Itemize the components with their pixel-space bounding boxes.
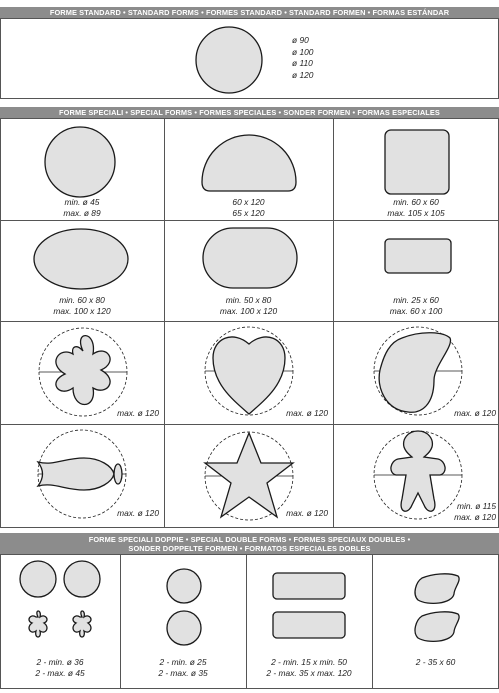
two-circles-caption: [120, 657, 246, 679]
square-min: min. 60 x 60: [393, 197, 439, 207]
special-grid-divider: [0, 321, 499, 322]
half-round-shape: [200, 132, 298, 192]
circles-flowers-caption: [0, 657, 120, 679]
rectangle-max: max. 60 x 100: [389, 306, 443, 316]
flower-max: max. ø 120: [117, 408, 159, 418]
square-caption: [333, 197, 499, 219]
two-rects-max: 2 - max. 35 x max. 120: [266, 668, 352, 678]
two-blobs-caption: [372, 657, 499, 668]
two-rects-min: 2 - min. 15 x min. 50: [271, 657, 347, 667]
two-circles-max: 2 - max. ø 35: [158, 668, 208, 678]
double-forms-header-line2: SONDER DOPPELTE FORMEN • FORMATOS ESPECIALES DOBLES: [128, 543, 371, 553]
oval-shape: [32, 228, 130, 290]
fish-shape: [34, 430, 130, 520]
standard-forms-header-text: FORME STANDARD • STANDARD FORMS • FORMES STANDARD • STANDARD FORMEN • FORMAS ESTÁNDAR: [49, 8, 450, 17]
square-max: max. 105 x 105: [387, 208, 445, 218]
racetrack-max: max. 100 x 120: [219, 306, 278, 316]
gingerbread-min: min. ø 115: [457, 501, 496, 511]
gingerbread-max: max. ø 120: [454, 512, 496, 522]
special-grid-divider: [164, 118, 165, 528]
special-forms-header-text: FORME SPECIALI • SPECIAL FORMS • FORMES SPECIALES • SONDER FORMEN • FORMAS ESPECIALES: [59, 108, 440, 117]
flower-shape: [35, 328, 131, 418]
star-caption: [164, 508, 328, 519]
oval-caption: [0, 295, 164, 317]
half-round-size-2: 65 x 120: [232, 208, 265, 218]
two-circles-min: 2 - min. ø 25: [159, 657, 207, 667]
circles-flowers-max: 2 - max. ø 45: [35, 668, 85, 678]
circles-flowers-shape: [18, 559, 104, 649]
oval-min: min. 60 x 80: [59, 295, 105, 305]
racetrack-shape: [202, 227, 298, 289]
pear-max: max. ø 120: [454, 408, 496, 418]
circles-flowers-min: 2 - min. ø 36: [36, 657, 84, 667]
rectangle-caption: [333, 295, 499, 317]
racetrack-min: min. 50 x 80: [225, 295, 272, 305]
standard-size-120: ø 120: [292, 69, 314, 80]
standard-size-90: ø 90: [292, 35, 309, 45]
standard-forms-header: [0, 7, 499, 18]
round-min: min. ø 45: [64, 197, 100, 207]
two-blobs-size: 2 - 35 x 60: [415, 657, 456, 667]
fish-caption: [0, 508, 159, 519]
square-shape: [384, 129, 450, 195]
flower-caption: [0, 408, 159, 419]
special-forms-header: [0, 107, 499, 118]
heart-caption: [164, 408, 328, 419]
gingerbread-caption: [333, 501, 496, 523]
special-grid-divider: [333, 118, 334, 528]
standard-size-100: ø 100: [292, 46, 314, 57]
pear-caption: [333, 408, 496, 419]
rectangle-min: min. 25 x 60: [393, 295, 439, 305]
round-caption: [0, 197, 164, 219]
heart-shape: [203, 326, 295, 418]
standard-size-list: [292, 35, 313, 81]
rectangle-shape: [384, 238, 452, 274]
star-max: max. ø 120: [286, 508, 328, 518]
double-forms-header-line1: FORME SPECIALI DOPPIE • SPECIAL DOUBLE FORMS • FORMES SPECIAUX DOUBLES •: [88, 534, 411, 544]
half-round-caption: [164, 197, 333, 219]
round-max: max. ø 89: [63, 208, 101, 218]
two-circles-shape: [164, 568, 204, 648]
round-shape: [44, 126, 116, 198]
standard-size-110: ø 110: [292, 58, 313, 68]
two-blobs-shape: [412, 572, 464, 642]
heart-max: max. ø 120: [286, 408, 328, 418]
double-forms-header: [0, 533, 499, 554]
special-grid-divider: [0, 220, 499, 221]
two-rects-caption: [246, 657, 372, 679]
half-round-size-1: 60 x 120: [232, 197, 265, 207]
special-grid-divider: [0, 424, 499, 425]
fish-max: max. ø 120: [117, 508, 159, 518]
pear-shape: [372, 326, 464, 418]
double-grid-divider: [372, 554, 373, 689]
oval-max: max. 100 x 120: [53, 306, 111, 316]
standard-round-shape: [194, 25, 264, 95]
two-rects-shape: [272, 572, 346, 642]
racetrack-caption: [164, 295, 333, 317]
